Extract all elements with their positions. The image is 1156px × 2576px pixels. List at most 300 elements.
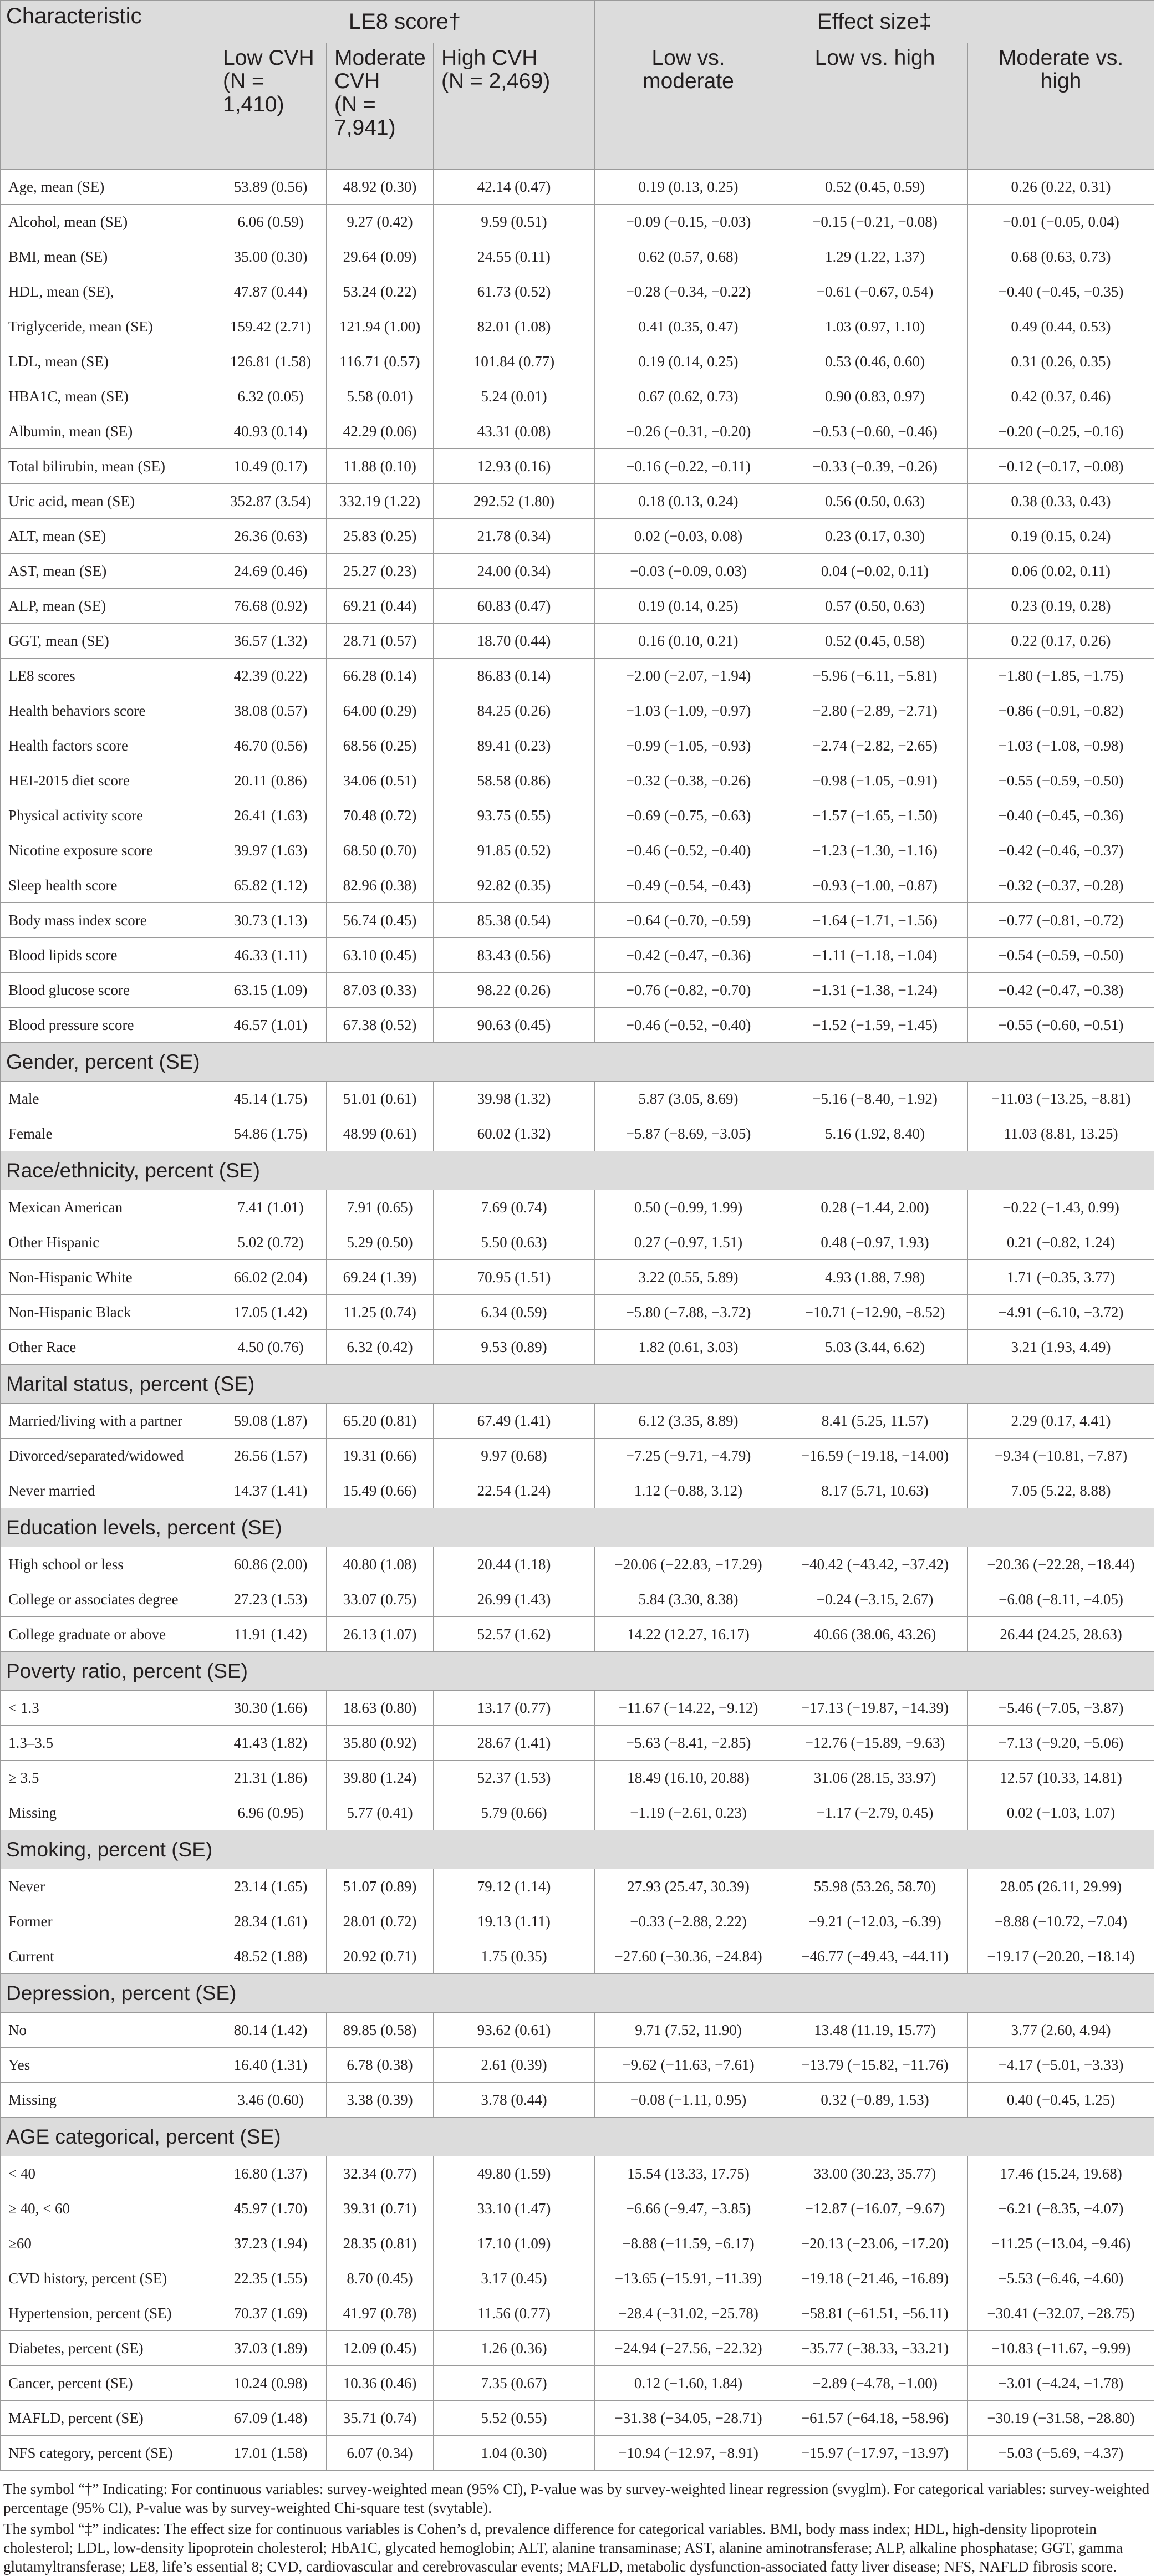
table-cell: −61.57 (−64.18, −58.96) — [782, 2401, 968, 2436]
table-cell: 0.68 (0.63, 0.73) — [968, 239, 1154, 274]
table-row — [1, 2083, 1154, 2118]
table-cell: 0.32 (−0.89, 1.53) — [782, 2083, 968, 2118]
row-label: Yes — [1, 2048, 215, 2083]
table-cell: −1.23 (−1.30, −1.16) — [782, 833, 968, 868]
table-cell: −5.87 (−8.69, −3.05) — [595, 1116, 782, 1151]
table-cell: 6.32 (0.05) — [215, 379, 327, 414]
row-label: Sleep health score — [1, 868, 215, 903]
table-cell: 159.42 (2.71) — [215, 309, 327, 344]
table-cell: 11.03 (8.81, 13.25) — [968, 1116, 1154, 1151]
table-cell: −20.36 (−22.28, −18.44) — [968, 1547, 1154, 1582]
table-cell: 0.90 (0.83, 0.97) — [782, 379, 968, 414]
table-cell: 0.49 (0.44, 0.53) — [968, 309, 1154, 344]
table-cell: 5.24 (0.01) — [434, 379, 595, 414]
table-cell: 1.82 (0.61, 3.03) — [595, 1330, 782, 1365]
table-cell: 12.57 (10.33, 14.81) — [968, 1761, 1154, 1795]
table-cell: 4.93 (1.88, 7.98) — [782, 1260, 968, 1295]
table-cell: 65.20 (0.81) — [327, 1404, 434, 1439]
table-row — [1, 2401, 1154, 2436]
table-cell: 66.28 (0.14) — [327, 659, 434, 693]
table-cell: 0.27 (−0.97, 1.51) — [595, 1225, 782, 1260]
row-label: Other Hispanic — [1, 1225, 215, 1260]
table-cell: −40.42 (−43.42, −37.42) — [782, 1547, 968, 1582]
table-row — [1, 344, 1154, 379]
table-cell: 36.57 (1.32) — [215, 624, 327, 659]
table-cell: 93.62 (0.61) — [434, 2013, 595, 2048]
table-cell: −2.00 (−2.07, −1.94) — [595, 659, 782, 693]
table-cell: −0.22 (−1.43, 0.99) — [968, 1190, 1154, 1225]
table-cell: 26.36 (0.63) — [215, 519, 327, 554]
table-row — [1, 763, 1154, 798]
table-cell: 126.81 (1.58) — [215, 344, 327, 379]
table-cell: 0.48 (−0.97, 1.93) — [782, 1225, 968, 1260]
table-cell: 7.05 (5.22, 8.88) — [968, 1473, 1154, 1508]
table-row — [1, 554, 1154, 589]
table-cell: −0.64 (−0.70, −0.59) — [595, 903, 782, 938]
table-cell: 6.96 (0.95) — [215, 1795, 327, 1830]
table-cell: 48.52 (1.88) — [215, 1939, 327, 1974]
table-cell: 39.80 (1.24) — [327, 1761, 434, 1795]
section-title: Poverty ratio, percent (SE) — [1, 1652, 1154, 1691]
table-cell: −10.83 (−11.67, −9.99) — [968, 2331, 1154, 2366]
table-cell: 40.66 (38.06, 43.26) — [782, 1617, 968, 1652]
table-cell: 59.08 (1.87) — [215, 1404, 327, 1439]
table-row — [1, 2156, 1154, 2191]
table-cell: 9.59 (0.51) — [434, 205, 595, 239]
table-cell: 67.49 (1.41) — [434, 1404, 595, 1439]
moderate-vs-high-header: Moderate vs. high — [968, 43, 1154, 170]
table-cell: −11.67 (−14.22, −9.12) — [595, 1691, 782, 1726]
row-label: Missing — [1, 1795, 215, 1830]
table-cell: 92.82 (0.35) — [434, 868, 595, 903]
table-cell: 0.21 (−0.82, 1.24) — [968, 1225, 1154, 1260]
table-cell: −3.01 (−4.24, −1.78) — [968, 2366, 1154, 2401]
table-cell: −1.19 (−2.61, 0.23) — [595, 1795, 782, 1830]
table-cell: 68.56 (0.25) — [327, 728, 434, 763]
table-cell: −5.46 (−7.05, −3.87) — [968, 1691, 1154, 1726]
table-cell: 55.98 (53.26, 58.70) — [782, 1869, 968, 1904]
table-cell: 61.73 (0.52) — [434, 274, 595, 309]
row-label: Health behaviors score — [1, 693, 215, 728]
row-label: Female — [1, 1116, 215, 1151]
row-label: GGT, mean (SE) — [1, 624, 215, 659]
table-cell: 10.24 (0.98) — [215, 2366, 327, 2401]
table-cell: 54.86 (1.75) — [215, 1116, 327, 1151]
section-title: AGE categorical, percent (SE) — [1, 2118, 1154, 2156]
table-cell: 84.25 (0.26) — [434, 693, 595, 728]
table-cell: 30.30 (1.66) — [215, 1691, 327, 1726]
table-cell: 4.50 (0.76) — [215, 1330, 327, 1365]
table-cell: 63.15 (1.09) — [215, 973, 327, 1008]
section-header-row — [1, 1508, 1154, 1547]
table-row — [1, 1939, 1154, 1974]
table-cell: 41.43 (1.82) — [215, 1726, 327, 1761]
table-cell: 10.49 (0.17) — [215, 449, 327, 484]
table-cell: −0.98 (−1.05, −0.91) — [782, 763, 968, 798]
table-cell: 46.70 (0.56) — [215, 728, 327, 763]
table-cell: −0.77 (−0.81, −0.72) — [968, 903, 1154, 938]
table-cell: 28.35 (0.81) — [327, 2226, 434, 2261]
table-cell: 5.87 (3.05, 8.69) — [595, 1082, 782, 1116]
table-cell: 18.63 (0.80) — [327, 1691, 434, 1726]
row-label: Cancer, percent (SE) — [1, 2366, 215, 2401]
footnote: The symbol “†” Indicating: For continuous variables: survey-weighted mean (95% CI), P-value was by survey-weighted linear regression (svyglm). For categorical variables: survey-weighted percentage (95% CI), P-value was by survey-weighted Chi-square test (svytable). — [3, 2481, 1150, 2516]
row-label: ≥ 3.5 — [1, 1761, 215, 1795]
table-cell: 3.77 (2.60, 4.94) — [968, 2013, 1154, 2048]
table-cell: −6.66 (−9.47, −3.85) — [595, 2191, 782, 2226]
table-cell: 3.38 (0.39) — [327, 2083, 434, 2118]
table-cell: 33.00 (30.23, 35.77) — [782, 2156, 968, 2191]
table-cell: 5.02 (0.72) — [215, 1225, 327, 1260]
section-title: Depression, percent (SE) — [1, 1974, 1154, 2013]
table-row — [1, 2226, 1154, 2261]
table-row — [1, 2366, 1154, 2401]
table-cell: 1.04 (0.30) — [434, 2436, 595, 2471]
row-label: ≥60 — [1, 2226, 215, 2261]
table-body — [1, 170, 1154, 2471]
row-label: HDL, mean (SE), — [1, 274, 215, 309]
table-cell: −0.42 (−0.47, −0.36) — [595, 938, 782, 973]
table-cell: 9.53 (0.89) — [434, 1330, 595, 1365]
row-label: Nicotine exposure score — [1, 833, 215, 868]
table-cell: 69.21 (0.44) — [327, 589, 434, 624]
table-cell: 37.03 (1.89) — [215, 2331, 327, 2366]
row-label: Non-Hispanic White — [1, 1260, 215, 1295]
table-cell: 332.19 (1.22) — [327, 484, 434, 519]
table-cell: 17.05 (1.42) — [215, 1295, 327, 1330]
table-cell: −6.08 (−8.11, −4.05) — [968, 1582, 1154, 1617]
table-cell: 20.92 (0.71) — [327, 1939, 434, 1974]
table-cell: 0.19 (0.14, 0.25) — [595, 344, 782, 379]
table-cell: 0.18 (0.13, 0.24) — [595, 484, 782, 519]
table-cell: 22.54 (1.24) — [434, 1473, 595, 1508]
section-header-row — [1, 1652, 1154, 1691]
row-label: MAFLD, percent (SE) — [1, 2401, 215, 2436]
table-cell: 15.49 (0.66) — [327, 1473, 434, 1508]
table-cell: 35.71 (0.74) — [327, 2401, 434, 2436]
table-cell: 90.63 (0.45) — [434, 1008, 595, 1043]
table-cell: 56.74 (0.45) — [327, 903, 434, 938]
table-cell: −1.03 (−1.08, −0.98) — [968, 728, 1154, 763]
table-cell: 38.08 (0.57) — [215, 693, 327, 728]
table-cell: −0.42 (−0.47, −0.38) — [968, 973, 1154, 1008]
table-cell: 3.21 (1.93, 4.49) — [968, 1330, 1154, 1365]
table-cell: −0.40 (−0.45, −0.36) — [968, 798, 1154, 833]
table-cell: 28.34 (1.61) — [215, 1904, 327, 1939]
table-cell: 42.14 (0.47) — [434, 170, 595, 205]
table-cell: 1.29 (1.22, 1.37) — [782, 239, 968, 274]
table-row — [1, 589, 1154, 624]
table-cell: 39.97 (1.63) — [215, 833, 327, 868]
row-label: Other Race — [1, 1330, 215, 1365]
table-cell: 0.06 (0.02, 0.11) — [968, 554, 1154, 589]
table-row — [1, 1761, 1154, 1795]
table-cell: −1.52 (−1.59, −1.45) — [782, 1008, 968, 1043]
table-cell: −28.4 (−31.02, −25.78) — [595, 2296, 782, 2331]
row-label: Mexican American — [1, 1190, 215, 1225]
table-cell: 19.13 (1.11) — [434, 1904, 595, 1939]
row-label: Non-Hispanic Black — [1, 1295, 215, 1330]
table-cell: −10.94 (−12.97, −8.91) — [595, 2436, 782, 2471]
section-header-row — [1, 1043, 1154, 1082]
moderate-cvh-header: Moderate CVH (N = 7,941) — [327, 43, 434, 170]
table-cell: 0.23 (0.17, 0.30) — [782, 519, 968, 554]
table-cell: 9.27 (0.42) — [327, 205, 434, 239]
low-vs-moderate-header: Low vs. moderate — [595, 43, 782, 170]
table-cell: 52.37 (1.53) — [434, 1761, 595, 1795]
table-cell: 0.31 (0.26, 0.35) — [968, 344, 1154, 379]
table-row — [1, 1295, 1154, 1330]
table-cell: −9.62 (−11.63, −7.61) — [595, 2048, 782, 2083]
table-cell: −30.41 (−32.07, −28.75) — [968, 2296, 1154, 2331]
table-cell: 6.34 (0.59) — [434, 1295, 595, 1330]
table-row — [1, 1008, 1154, 1043]
table-cell: 24.69 (0.46) — [215, 554, 327, 589]
table-cell: −15.97 (−17.97, −13.97) — [782, 2436, 968, 2471]
table-cell: −0.26 (−0.31, −0.20) — [595, 414, 782, 449]
section-header-row — [1, 1830, 1154, 1869]
table-cell: 16.80 (1.37) — [215, 2156, 327, 2191]
table-row — [1, 449, 1154, 484]
row-label: No — [1, 2013, 215, 2048]
table-cell: −6.21 (−8.35, −4.07) — [968, 2191, 1154, 2226]
table-cell: 13.17 (0.77) — [434, 1691, 595, 1726]
table-cell: 52.57 (1.62) — [434, 1617, 595, 1652]
row-label: HBA1C, mean (SE) — [1, 379, 215, 414]
section-header-row — [1, 1974, 1154, 2013]
table-cell: −58.81 (−61.51, −56.11) — [782, 2296, 968, 2331]
table-row — [1, 1617, 1154, 1652]
row-label: Uric acid, mean (SE) — [1, 484, 215, 519]
table-cell: 0.04 (−0.02, 0.11) — [782, 554, 968, 589]
table-cell: 60.83 (0.47) — [434, 589, 595, 624]
table-cell: 20.44 (1.18) — [434, 1547, 595, 1582]
table-cell: 45.97 (1.70) — [215, 2191, 327, 2226]
table-cell: −20.06 (−22.83, −17.29) — [595, 1547, 782, 1582]
table-cell: 0.57 (0.50, 0.63) — [782, 589, 968, 624]
row-label: Alcohol, mean (SE) — [1, 205, 215, 239]
table-cell: −11.03 (−13.25, −8.81) — [968, 1082, 1154, 1116]
table-cell: 79.12 (1.14) — [434, 1869, 595, 1904]
row-label: College graduate or above — [1, 1617, 215, 1652]
table-cell: 30.73 (1.13) — [215, 903, 327, 938]
table-cell: 51.07 (0.89) — [327, 1869, 434, 1904]
table-cell: 14.22 (12.27, 16.17) — [595, 1617, 782, 1652]
table-cell: 5.52 (0.55) — [434, 2401, 595, 2436]
table-row — [1, 2261, 1154, 2296]
table-row — [1, 1904, 1154, 1939]
row-label: Health factors score — [1, 728, 215, 763]
table-cell: 17.01 (1.58) — [215, 2436, 327, 2471]
table-cell: −0.20 (−0.25, −0.16) — [968, 414, 1154, 449]
table-cell: 25.83 (0.25) — [327, 519, 434, 554]
table-cell: −12.76 (−15.89, −9.63) — [782, 1726, 968, 1761]
table-cell: 70.48 (0.72) — [327, 798, 434, 833]
table-row — [1, 1795, 1154, 1830]
table-row — [1, 973, 1154, 1008]
table-cell: 34.06 (0.51) — [327, 763, 434, 798]
table-cell: 0.67 (0.62, 0.73) — [595, 379, 782, 414]
row-label: Physical activity score — [1, 798, 215, 833]
row-label: LE8 scores — [1, 659, 215, 693]
table-cell: 35.80 (0.92) — [327, 1726, 434, 1761]
table-row — [1, 1404, 1154, 1439]
table-cell: 28.67 (1.41) — [434, 1726, 595, 1761]
table-cell: 6.07 (0.34) — [327, 2436, 434, 2471]
row-label: Blood glucose score — [1, 973, 215, 1008]
row-label: Triglyceride, mean (SE) — [1, 309, 215, 344]
table-cell: 49.80 (1.59) — [434, 2156, 595, 2191]
table-cell: 3.78 (0.44) — [434, 2083, 595, 2118]
table-cell: −27.60 (−30.36, −24.84) — [595, 1939, 782, 1974]
table-cell: −0.46 (−0.52, −0.40) — [595, 833, 782, 868]
characteristic-header: Characteristic — [1, 1, 215, 170]
table-cell: 21.78 (0.34) — [434, 519, 595, 554]
table-cell: 5.50 (0.63) — [434, 1225, 595, 1260]
table-cell: 8.17 (5.71, 10.63) — [782, 1473, 968, 1508]
table-row — [1, 1582, 1154, 1617]
table-cell: 58.58 (0.86) — [434, 763, 595, 798]
table-cell: 26.13 (1.07) — [327, 1617, 434, 1652]
table-cell: −0.24 (−3.15, 2.67) — [782, 1582, 968, 1617]
section-title: Education levels, percent (SE) — [1, 1508, 1154, 1547]
table-cell: 0.22 (0.17, 0.26) — [968, 624, 1154, 659]
table-cell: 28.05 (26.11, 29.99) — [968, 1869, 1154, 1904]
table-cell: 3.46 (0.60) — [215, 2083, 327, 2118]
table-row — [1, 2331, 1154, 2366]
table-cell: 80.14 (1.42) — [215, 2013, 327, 2048]
table-cell: −0.93 (−1.00, −0.87) — [782, 868, 968, 903]
table-cell: −0.46 (−0.52, −0.40) — [595, 1008, 782, 1043]
table-cell: 21.31 (1.86) — [215, 1761, 327, 1795]
table-cell: 6.06 (0.59) — [215, 205, 327, 239]
table-cell: 91.85 (0.52) — [434, 833, 595, 868]
table-cell: −35.77 (−38.33, −33.21) — [782, 2331, 968, 2366]
table-cell: −2.80 (−2.89, −2.71) — [782, 693, 968, 728]
table-cell: 63.10 (0.45) — [327, 938, 434, 973]
table-cell: −5.16 (−8.40, −1.92) — [782, 1082, 968, 1116]
table-cell: −1.31 (−1.38, −1.24) — [782, 973, 968, 1008]
table-row — [1, 624, 1154, 659]
table-cell: 0.19 (0.13, 0.25) — [595, 170, 782, 205]
table-cell: 67.09 (1.48) — [215, 2401, 327, 2436]
row-label: Never married — [1, 1473, 215, 1508]
table-row — [1, 239, 1154, 274]
row-label: Divorced/separated/widowed — [1, 1439, 215, 1473]
table-cell: 82.01 (1.08) — [434, 309, 595, 344]
low-vs-high-header: Low vs. high — [782, 43, 968, 170]
table-row — [1, 414, 1154, 449]
table-row — [1, 1082, 1154, 1116]
table-cell: 2.61 (0.39) — [434, 2048, 595, 2083]
table-cell: −5.63 (−8.41, −2.85) — [595, 1726, 782, 1761]
table-cell: −0.99 (−1.05, −0.93) — [595, 728, 782, 763]
table-row — [1, 659, 1154, 693]
table-row — [1, 519, 1154, 554]
table-cell: 24.00 (0.34) — [434, 554, 595, 589]
table-cell: 53.89 (0.56) — [215, 170, 327, 205]
row-label: ALP, mean (SE) — [1, 589, 215, 624]
row-label: AST, mean (SE) — [1, 554, 215, 589]
table-cell: 6.32 (0.42) — [327, 1330, 434, 1365]
table-cell: 42.39 (0.22) — [215, 659, 327, 693]
table-cell: 93.75 (0.55) — [434, 798, 595, 833]
table-row — [1, 274, 1154, 309]
row-label: ALT, mean (SE) — [1, 519, 215, 554]
row-label: < 1.3 — [1, 1691, 215, 1726]
table-cell: 48.99 (0.61) — [327, 1116, 434, 1151]
table-cell: −19.17 (−20.20, −18.14) — [968, 1939, 1154, 1974]
table-cell: −0.33 (−2.88, 2.22) — [595, 1904, 782, 1939]
table-cell: −2.89 (−4.78, −1.00) — [782, 2366, 968, 2401]
table-cell: −2.74 (−2.82, −2.65) — [782, 728, 968, 763]
table-row — [1, 1691, 1154, 1726]
row-label: Blood pressure score — [1, 1008, 215, 1043]
table-cell: 87.03 (0.33) — [327, 973, 434, 1008]
table-cell: −30.19 (−31.58, −28.80) — [968, 2401, 1154, 2436]
table-cell: 48.92 (0.30) — [327, 170, 434, 205]
table-cell: 29.64 (0.09) — [327, 239, 434, 274]
table-cell: −0.42 (−0.46, −0.37) — [968, 833, 1154, 868]
table-cell: 5.58 (0.01) — [327, 379, 434, 414]
table-cell: −46.77 (−49.43, −44.11) — [782, 1939, 968, 1974]
table-cell: 6.78 (0.38) — [327, 2048, 434, 2083]
table-cell: 89.85 (0.58) — [327, 2013, 434, 2048]
table-cell: 24.55 (0.11) — [434, 239, 595, 274]
table-cell: −1.11 (−1.18, −1.04) — [782, 938, 968, 973]
row-label: High school or less — [1, 1547, 215, 1582]
row-label: Body mass index score — [1, 903, 215, 938]
table-cell: −5.53 (−6.46, −4.60) — [968, 2261, 1154, 2296]
table-cell: 13.48 (11.19, 15.77) — [782, 2013, 968, 2048]
table-cell: 47.87 (0.44) — [215, 274, 327, 309]
table-cell: 28.71 (0.57) — [327, 624, 434, 659]
table-cell: 0.16 (0.10, 0.21) — [595, 624, 782, 659]
row-label: LDL, mean (SE) — [1, 344, 215, 379]
table-cell: 86.83 (0.14) — [434, 659, 595, 693]
table-row — [1, 2436, 1154, 2471]
table-row — [1, 484, 1154, 519]
table-cell: 35.00 (0.30) — [215, 239, 327, 274]
row-label: NFS category, percent (SE) — [1, 2436, 215, 2471]
table-cell: 18.70 (0.44) — [434, 624, 595, 659]
section-title: Smoking, percent (SE) — [1, 1830, 1154, 1869]
row-label: BMI, mean (SE) — [1, 239, 215, 274]
table-cell: 1.26 (0.36) — [434, 2331, 595, 2366]
table-cell: 18.49 (16.10, 20.88) — [595, 1761, 782, 1795]
table-row — [1, 938, 1154, 973]
table-cell: −5.96 (−6.11, −5.81) — [782, 659, 968, 693]
table-cell: −0.40 (−0.45, −0.35) — [968, 274, 1154, 309]
section-header-row — [1, 1151, 1154, 1190]
table-cell: 33.07 (0.75) — [327, 1582, 434, 1617]
table-cell: −1.80 (−1.85, −1.75) — [968, 659, 1154, 693]
effect-size-header: Effect size‡ — [595, 1, 1154, 43]
table-cell: 17.46 (15.24, 19.68) — [968, 2156, 1154, 2191]
table-cell: −11.25 (−13.04, −9.46) — [968, 2226, 1154, 2261]
table-cell: 3.17 (0.45) — [434, 2261, 595, 2296]
table-cell: −9.34 (−10.81, −7.87) — [968, 1439, 1154, 1473]
table-cell: 39.31 (0.71) — [327, 2191, 434, 2226]
le8-score-header: LE8 score† — [215, 1, 595, 43]
table-cell: −0.16 (−0.22, −0.11) — [595, 449, 782, 484]
table-cell: 0.28 (−1.44, 2.00) — [782, 1190, 968, 1225]
table-cell: 0.19 (0.15, 0.24) — [968, 519, 1154, 554]
table-cell: 26.56 (1.57) — [215, 1439, 327, 1473]
table-row — [1, 205, 1154, 239]
table-cell: 11.88 (0.10) — [327, 449, 434, 484]
table-cell: −0.49 (−0.54, −0.43) — [595, 868, 782, 903]
